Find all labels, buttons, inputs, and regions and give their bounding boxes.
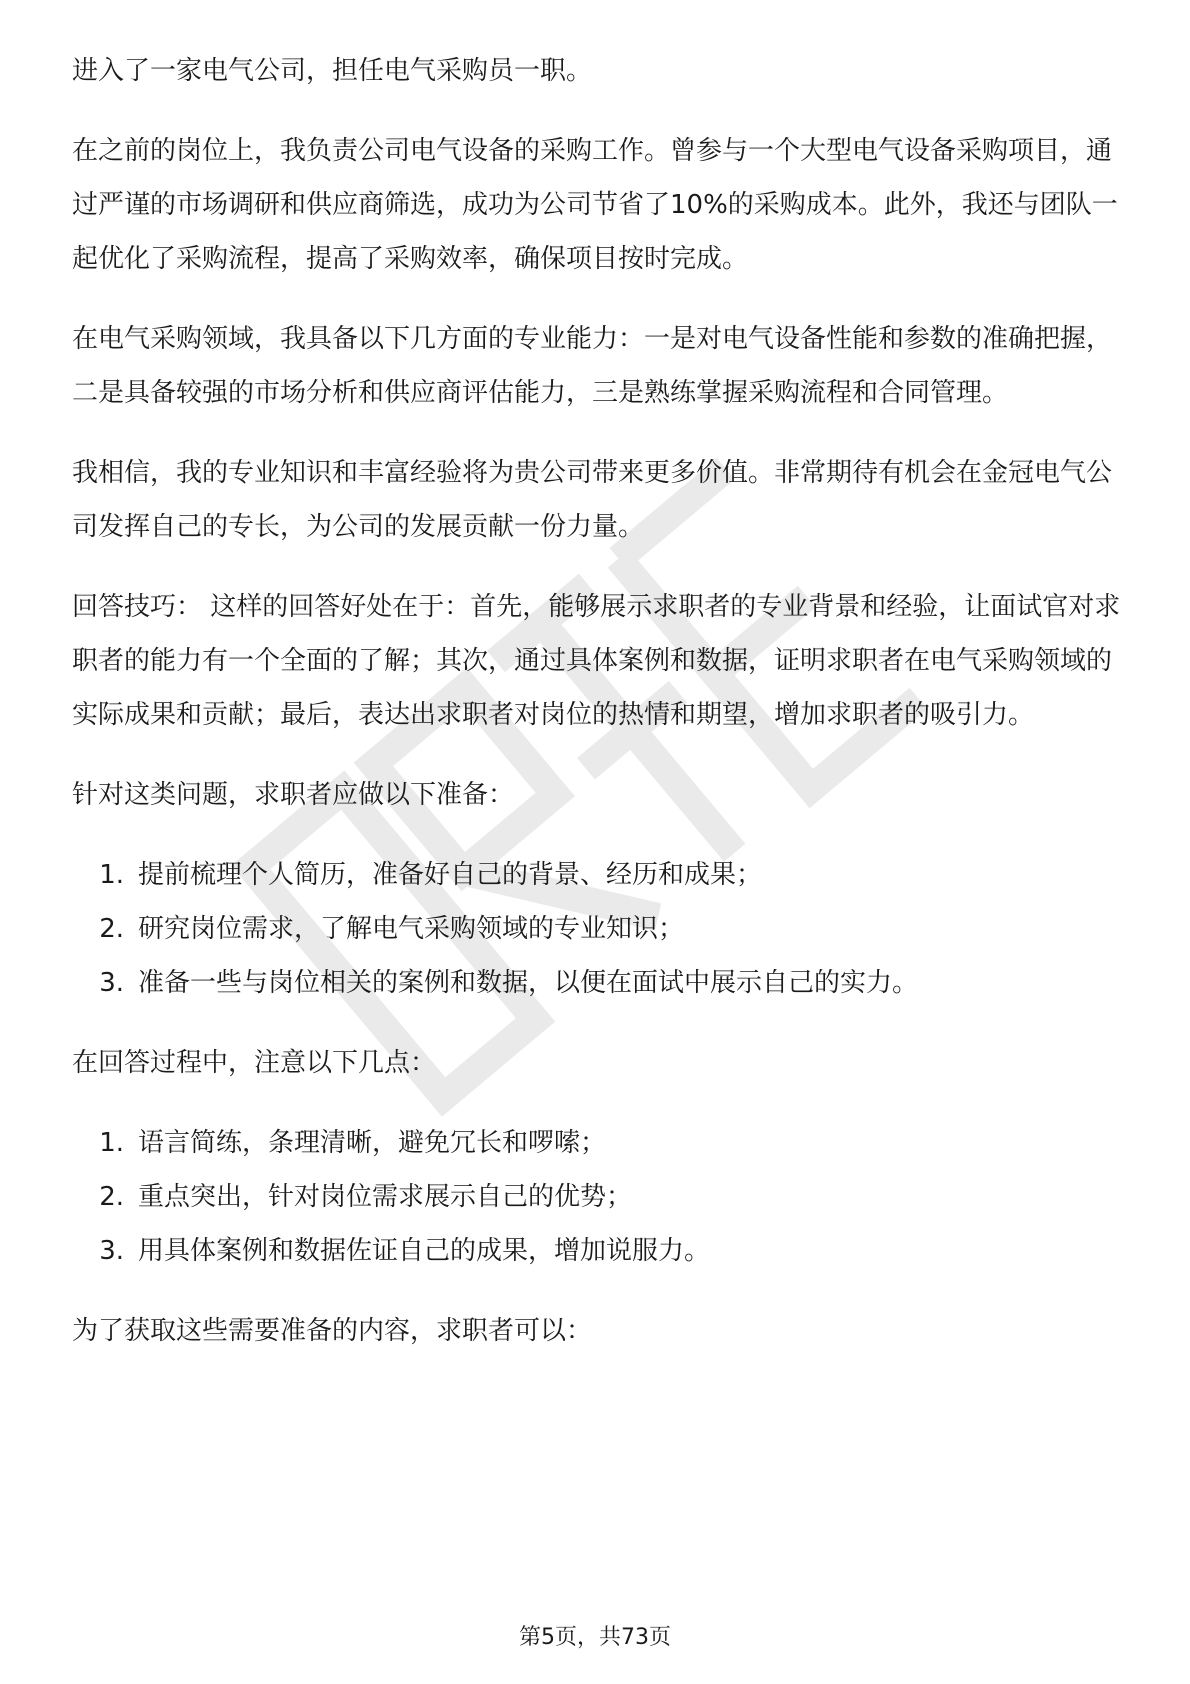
document-body — [72, 44, 1122, 1384]
paragraph-acquire-heading: 为了获取这些需要准备的内容，求职者可以： — [72, 1316, 593, 1346]
list-item — [72, 1116, 1122, 1170]
list-item — [72, 1224, 1122, 1278]
paragraph-tips: 回答技巧： 这样的回答好处在于：首先，能够展示求职者的专业背景和经验，让面试官对求职者的能力有一个全面的了解；其次，通过具体案例和数据，证明求职者在电气采购领域的实际成果和贡献；最后，表达出求职者对岗位的热情和期望，增加求职者的吸引力。 — [72, 592, 1121, 730]
list-item — [72, 956, 1122, 1010]
page-number-footer: 第5页，共73页 — [519, 1625, 671, 1650]
list-number: 3. — [99, 968, 124, 998]
list-text: 语言简练，条理清晰，避免冗长和啰嗦； — [138, 1128, 607, 1158]
list-number: 1. — [99, 1128, 124, 1158]
list-number: 3. — [99, 1236, 124, 1266]
paragraph-abilities: 在电气采购领域，我具备以下几方面的专业能力：一是对电气设备性能和参数的准确把握，二是具备较强的市场分析和供应商评估能力，三是熟练掌握采购流程和合同管理。 — [72, 324, 1113, 408]
list-text: 重点突出，针对岗位需求展示自己的优势； — [138, 1182, 633, 1212]
list-text: 提前梳理个人简历，准备好自己的背景、经历和成果； — [138, 860, 763, 890]
paragraph-intro: 进入了一家电气公司，担任电气采购员一职。 — [72, 56, 593, 86]
list-number: 2. — [99, 1182, 124, 1212]
paragraph-experience: 在之前的岗位上，我负责公司电气设备的采购工作。曾参与一个大型电气设备采购项目，通过严谨的市场调研和供应商筛选，成功为公司节省了10%的采购成本。此外，我还与团队一起优化了采购流程，提高了采购效率，确保项目按时完成。 — [72, 136, 1118, 274]
list-text: 准备一些与岗位相关的案例和数据，以便在面试中展示自己的实力。 — [138, 968, 919, 998]
list-number: 1. — [99, 860, 124, 890]
preparation-list — [72, 848, 1122, 1010]
list-text: 研究岗位需求，了解电气采购领域的专业知识； — [138, 914, 685, 944]
attention-list — [72, 1116, 1122, 1278]
list-text: 用具体案例和数据佐证自己的成果，增加说服力。 — [138, 1236, 711, 1266]
list-number: 2. — [99, 914, 124, 944]
list-item — [72, 848, 1122, 902]
paragraph-attention-heading: 在回答过程中，注意以下几点： — [72, 1048, 437, 1078]
paragraph-closing: 我相信，我的专业知识和丰富经验将为贵公司带来更多价值。非常期待有机会在金冠电气公司发挥自己的专长，为公司的发展贡献一份力量。 — [72, 458, 1113, 542]
list-item — [72, 902, 1122, 956]
list-item — [72, 1170, 1122, 1224]
paragraph-preparation-heading: 针对这类问题，求职者应做以下准备： — [72, 780, 515, 810]
